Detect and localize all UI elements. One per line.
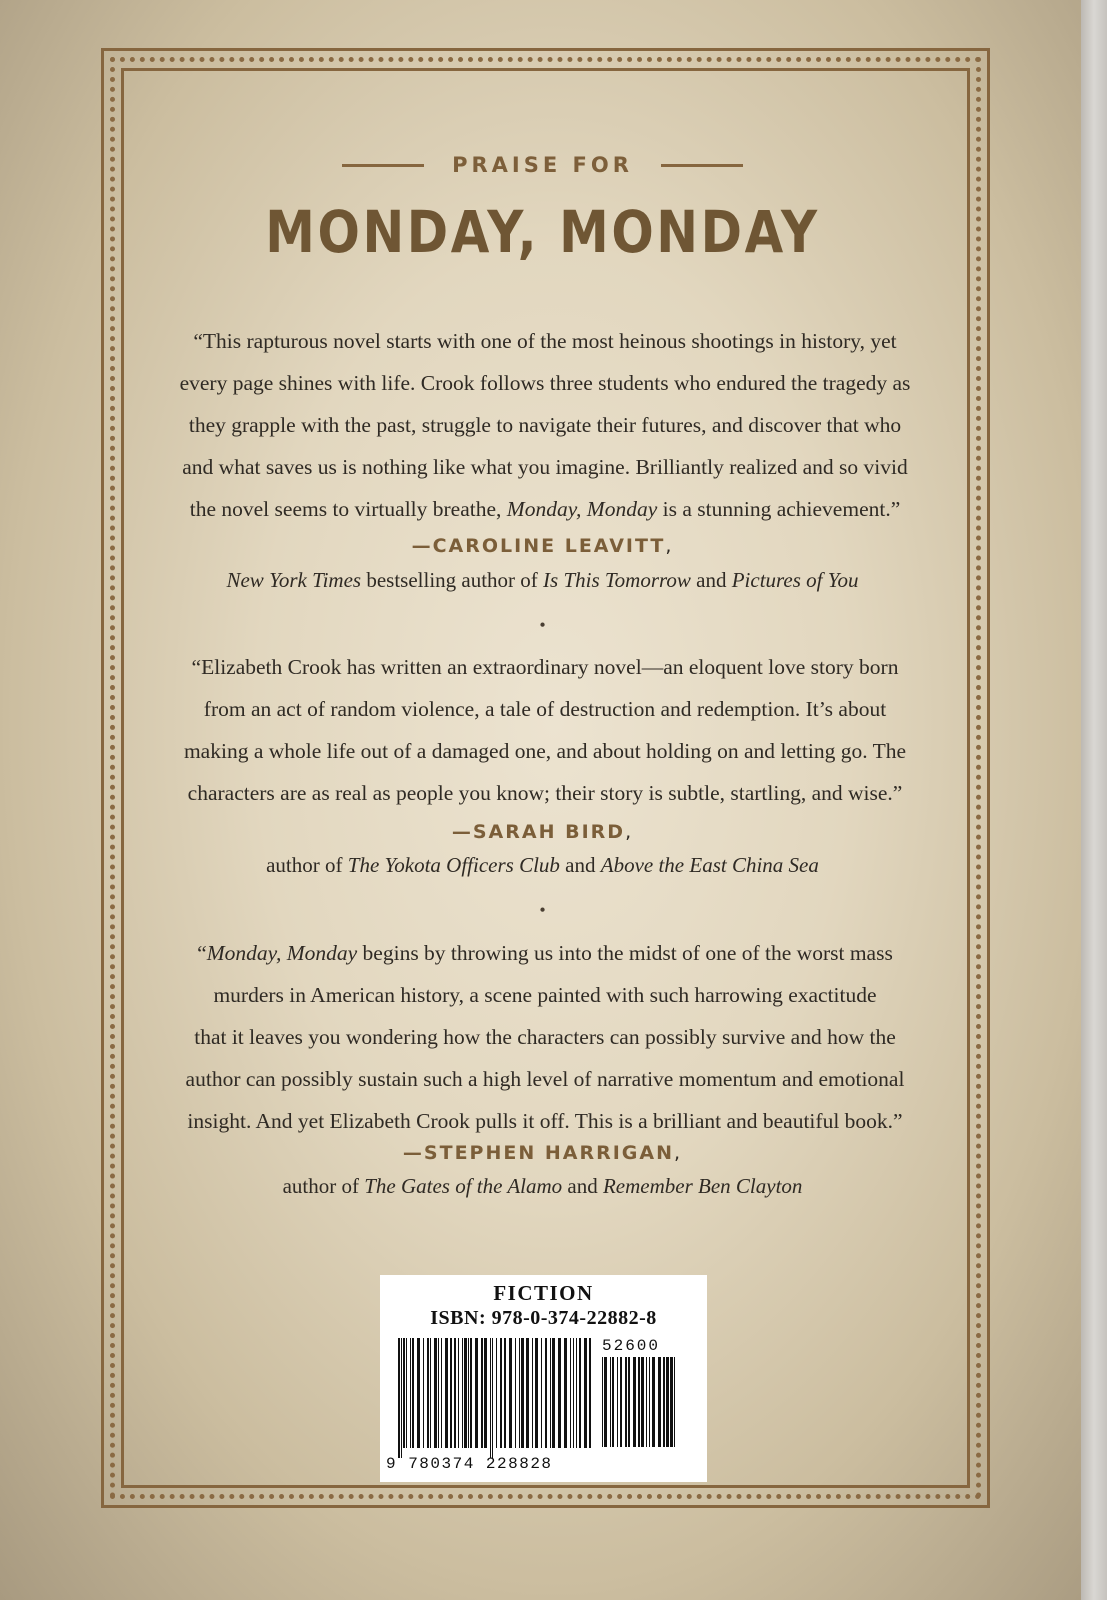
barcode-bar [532,1338,533,1448]
blurb-line: insight. And yet Elizabeth Crook pulls it off. This is a brilliant and beautiful book.” [187,1109,903,1133]
barcode-bar [649,1357,650,1447]
barcode-bar [633,1357,636,1447]
attribution-name-bird: —SARAH BIRD, [451,821,634,843]
barcode-bar [674,1357,675,1447]
barcode-bar [515,1338,516,1448]
blurb-line: “This rapturous novel starts with one of the most heinous shootings in history, yet [193,329,897,353]
barcode-bar [417,1338,420,1448]
barcode-bar [504,1338,506,1448]
barcode-bar [441,1338,442,1448]
barcode-bar [564,1338,567,1448]
heading-rule-left [342,164,424,167]
barcode-bar [462,1338,463,1448]
price-code: 52600 [602,1337,661,1355]
blurb-line: “Elizabeth Crook has written an extraordinary novel—an eloquent love story born [191,655,899,679]
barcode-bar [552,1338,555,1448]
blurb-line: murders in American history, a scene painted with such harrowing exactitude [213,983,877,1007]
barcode-bar [410,1338,411,1448]
separator-dot: • [539,900,546,920]
barcode-bar [550,1338,551,1448]
barcode-bar [458,1338,459,1448]
barcode-bar [576,1338,577,1448]
barcode-bar [484,1338,487,1448]
barcode-bar [666,1357,669,1447]
barcode-bar [573,1338,574,1448]
barcode-bar [604,1357,607,1447]
barcode-bar [641,1357,644,1447]
barcode-bar [454,1338,456,1448]
blurb-line: author can possibly sustain such a high level of narrative momentum and emotional [185,1067,905,1091]
barcode-bar [620,1357,622,1447]
barcode-bar [663,1357,665,1447]
attribution-credit-leavitt: New York Times bestselling author of Is This Tomorrow and Pictures of You [226,568,859,592]
attribution-credit-bird: author of The Yokota Officers Club and Above the East China Sea [266,853,819,877]
barcode-bar [638,1357,640,1447]
barcode-bar [570,1338,571,1448]
attribution-name-leavitt: —CAROLINE LEAVITT, [411,535,674,557]
barcode-bar [579,1338,581,1448]
blurb-line: characters are as real as people you know; their story is subtle, startling, and wise.” [187,781,903,805]
blurb-line: making a whole life out of a damaged one, and about holding on and letting go. The [183,739,907,763]
barcode-bar [464,1338,467,1448]
barcode-bar [481,1338,483,1448]
barcode-bar [612,1357,614,1447]
blurb-book-title: Monday, Monday [506,497,658,521]
barcode-bar [445,1338,448,1448]
barcode-bar [470,1338,472,1448]
blurb-line: that it leaves you wondering how the characters can possibly survive and how the [194,1025,896,1049]
barcode-bar [434,1338,437,1448]
blurb-line: they grapple with the past, struggle to navigate their futures, and discover that who [188,413,902,437]
barcode-bar [652,1357,655,1447]
blurb-line: every page shines with life. Crook follows three students who endured the tragedy as [179,371,911,395]
barcode-bar [490,1338,491,1458]
blurb-harrigan [150,932,940,1142]
separator-dot: • [539,615,546,635]
barcode-bar [519,1338,520,1448]
barcode-bar [589,1338,591,1448]
barcode-bar [423,1338,424,1448]
barcode-bar [610,1357,611,1447]
barcode-bar [430,1338,431,1448]
blurb-line: from an act of random violence, a tale of destruction and redemption. It’s about [203,697,887,721]
barcode-bar [646,1357,647,1447]
blurb-leavitt [150,320,940,530]
attribution-credit-harrigan: author of The Gates of the Alamo and Remember Ben Clayton [282,1174,803,1198]
barcode-bar [584,1338,587,1448]
blurb-line: is a stunning achievement.” [657,497,901,521]
heading-rule-right [661,164,743,167]
barcode-bar [617,1357,618,1447]
barcode-bar [475,1338,478,1448]
barcode-bar [545,1338,547,1448]
barcode-bar [496,1338,497,1448]
barcode-bar [406,1338,407,1448]
barcode-bar [526,1338,529,1448]
barcode-label [380,1275,707,1482]
blurb-book-title: Monday, Monday [206,941,358,965]
ean-barcode [398,1338,593,1458]
addon-barcode [602,1357,678,1457]
barcode-bar [535,1338,538,1448]
blurb-line: begins by throwing us into the midst of one of the worst mass [357,941,893,965]
book-title: MONDAY, MONDAY [265,198,820,266]
blurb-line: “ [197,941,207,965]
barcode-bar [398,1338,400,1458]
barcode-bar [670,1357,673,1447]
barcode-bar [500,1338,502,1448]
blurb-line: and what saves us is nothing like what you imagine. Brilliantly realized and so vivid [182,455,908,479]
barcode-bar [658,1357,661,1447]
barcode-bar [521,1338,524,1448]
attribution-name-harrigan: —STEPHEN HARRIGAN, [402,1142,683,1164]
barcode-bar [427,1338,429,1448]
barcode-bar [625,1357,627,1447]
barcode-bar [401,1338,402,1458]
praise-for-label: PRAISE FOR [452,153,633,177]
barcode-bar [602,1357,603,1447]
barcode-bar [541,1338,542,1448]
barcode-bar [450,1338,452,1448]
genre-label: FICTION [493,1281,594,1305]
barcode-bar [412,1338,414,1448]
barcode-bar [558,1338,561,1448]
blurb-bird [150,646,940,814]
blurb-line: the novel seems to virtually breathe, [189,497,507,521]
barcode-digits: 9 780374 228828 [386,1455,553,1473]
praise-heading [0,150,1085,180]
barcode-bar [468,1338,469,1448]
barcode-bar [403,1338,405,1448]
barcode-bar [492,1338,493,1458]
barcode-bar [628,1357,630,1447]
barcode-bar [438,1338,439,1448]
isbn-label: ISBN: 978-0-374-22882-8 [430,1307,657,1329]
barcode-bar [509,1338,512,1448]
cover-edge [1081,0,1107,1600]
